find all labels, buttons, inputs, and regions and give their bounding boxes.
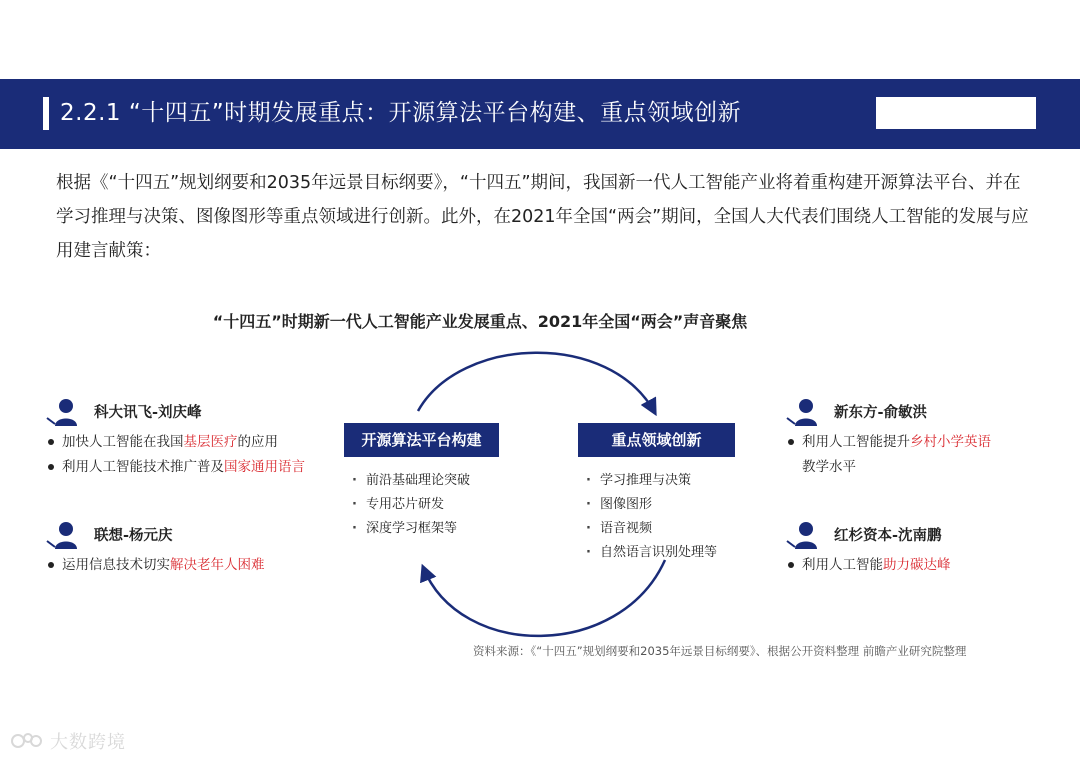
- open-source-platform-box: 开源算法平台构建: [344, 423, 499, 457]
- top-cycle-arrow: [418, 353, 655, 413]
- list-item: · 语音视频: [586, 517, 717, 541]
- key-areas-box: 重点领域创新: [578, 423, 735, 457]
- speaker-name: 新东方-俞敏洪: [834, 404, 928, 421]
- speaker-new-oriental: [786, 396, 991, 480]
- page-title: 2.2.1 “十四五”时期发展重点：开源算法平台构建、重点领域创新: [60, 100, 742, 126]
- speaker-name: 联想-杨元庆: [94, 527, 173, 544]
- banner-accent-bar: [43, 97, 49, 130]
- bottom-cycle-arrow: [423, 560, 665, 636]
- speaker-name: 科大讯飞-刘庆峰: [94, 404, 202, 421]
- speaker-lenovo: [46, 519, 265, 578]
- bullet-item: 利用人工智能助力碳达峰: [786, 553, 951, 578]
- bullet-item: 利用人工智能技术推广普及国家通用语言: [46, 455, 305, 480]
- person-speaker-icon: [46, 396, 80, 426]
- list-item: · 专用芯片研发: [352, 493, 470, 517]
- highlight-text: 乡村小学英语: [910, 434, 991, 450]
- watermark: [10, 728, 126, 754]
- bullet-item: 加快人工智能在我国基层医疗的应用: [46, 430, 305, 455]
- person-speaker-icon: [786, 519, 820, 549]
- list-item: · 自然语言识别处理等: [586, 541, 717, 565]
- source-note: 资料来源：《“十四五”规划纲要和2035年远景目标纲要》、根据公开资料整理 前瞻产业研究院整理: [473, 644, 967, 658]
- list-item: · 深度学习框架等: [352, 517, 470, 541]
- title-banner: [0, 79, 1080, 149]
- highlight-text: 基层医疗: [183, 434, 238, 450]
- intro-paragraph: 根据《“十四五”规划纲要和2035年远景目标纲要》，“十四五”期间，我国新一代人工智能产业将着重构建开源算法平台、并在学习推理与决策、图像图形等重点领域进行创新。此外，在2021年全国“两会”期间，全国人大代表们围绕人工智能的发展与应用建言献策：: [56, 173, 1029, 261]
- watermark-logo-icon: [10, 729, 44, 753]
- bullet-item: 利用人工智能提升乡村小学英语: [786, 430, 991, 455]
- speaker-iflytek: [46, 396, 305, 480]
- speaker-name: 红杉资本-沈南鹏: [834, 527, 942, 544]
- bullet-continuation: 教学水平: [802, 459, 856, 475]
- person-speaker-icon: [46, 519, 80, 549]
- list-item: · 前沿基础理论突破: [352, 469, 470, 493]
- highlight-text: 解决老年人困难: [170, 557, 265, 573]
- highlight-text: 国家通用语言: [224, 459, 305, 475]
- list-item: · 图像图形: [586, 493, 717, 517]
- list-item: · 学习推理与决策: [586, 469, 717, 493]
- open-source-platform-list: [352, 469, 470, 541]
- person-speaker-icon: [786, 396, 820, 426]
- diagram-title: “十四五”时期新一代人工智能产业发展重点、2021年全国“两会”声音聚焦: [212, 312, 748, 331]
- banner-blank-box: [876, 97, 1036, 129]
- highlight-text: 助力碳达峰: [883, 557, 951, 573]
- key-areas-list: [586, 469, 717, 565]
- bullet-item: 运用信息技术切实解决老年人困难: [46, 553, 265, 578]
- speaker-sequoia: [786, 519, 951, 578]
- watermark-text: 大数跨境: [50, 732, 126, 753]
